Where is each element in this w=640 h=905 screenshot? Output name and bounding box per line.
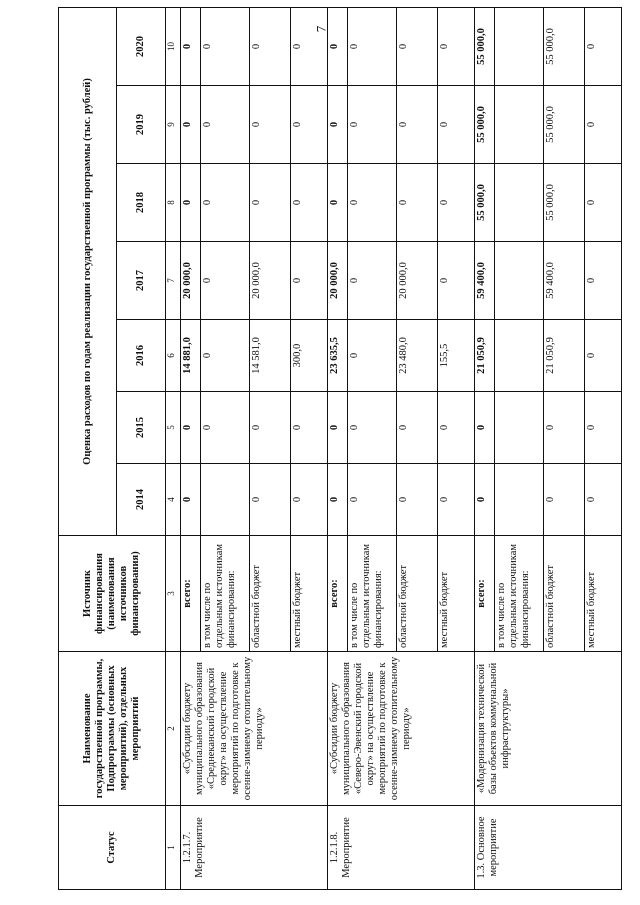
value-cell: 0 <box>327 86 348 164</box>
name-cell: «Субсидии бюджету муниципального образования «Северо-Эвенский городской округ» на осуществление мероприятий по подготовке к осенне-зимнему отопительному периоду» <box>327 652 474 806</box>
column-number: 3 <box>165 536 180 652</box>
source-cell: местный бюджет <box>438 536 474 652</box>
value-cell: 0 <box>585 7 622 85</box>
value-cell: 0 <box>249 164 290 242</box>
table-row <box>327 7 348 889</box>
source-cell: областной бюджет <box>249 536 290 652</box>
value-cell: 0 <box>348 464 397 536</box>
value-cell: 0 <box>180 164 201 242</box>
source-cell: всего: <box>327 536 348 652</box>
value-cell: 0 <box>585 320 622 392</box>
value-cell: 0 <box>180 392 201 464</box>
header-year: 2015 <box>117 392 166 464</box>
value-cell: 0 <box>291 242 327 320</box>
value-cell: 0 <box>438 464 474 536</box>
value-cell: 0 <box>397 86 438 164</box>
value-cell: 0 <box>585 464 622 536</box>
source-cell: областной бюджет <box>397 536 438 652</box>
value-cell: 0 <box>438 164 474 242</box>
column-number: 8 <box>165 164 180 242</box>
value-cell: 0 <box>291 7 327 85</box>
value-cell: 0 <box>327 392 348 464</box>
source-cell: всего: <box>180 536 201 652</box>
name-cell: «Модернизация технической базы объектов коммунальной инфраструктуры» <box>474 652 621 806</box>
column-number: 9 <box>165 86 180 164</box>
column-number: 4 <box>165 464 180 536</box>
column-number: 2 <box>165 652 180 806</box>
value-cell: 21 050,9 <box>474 320 495 392</box>
table-row <box>474 7 495 889</box>
value-cell: 0 <box>249 7 290 85</box>
value-cell: 0 <box>201 320 250 392</box>
value-cell: 0 <box>438 242 474 320</box>
value-cell: 0 <box>397 392 438 464</box>
value-cell: 0 <box>291 164 327 242</box>
source-cell: в том числе по отдельным источникам финансирования: <box>201 536 250 652</box>
table-row <box>180 7 201 889</box>
value-cell: 300,0 <box>291 320 327 392</box>
value-cell: 55 000,0 <box>474 86 495 164</box>
value-cell: 0 <box>348 242 397 320</box>
value-cell: 0 <box>348 392 397 464</box>
value-cell: 0 <box>327 464 348 536</box>
header-estimate: Оценка расходов по годам реализации государственной программы (тыс. рублей) <box>59 7 117 535</box>
value-cell: 23 635,5 <box>327 320 348 392</box>
value-cell: 0 <box>397 164 438 242</box>
value-cell <box>495 164 544 242</box>
header-source: Источник финансирования (наименования источников финансирования) <box>59 536 166 652</box>
column-number: 1 <box>165 806 180 890</box>
rotated-table-area <box>58 8 622 890</box>
value-cell: 23 480,0 <box>397 320 438 392</box>
value-cell: 0 <box>544 464 585 536</box>
status-cell: 1.2.1.7. Мероприятие <box>180 806 327 890</box>
value-cell: 0 <box>201 242 250 320</box>
value-cell: 0 <box>327 7 348 85</box>
value-cell: 0 <box>201 7 250 85</box>
source-cell: в том числе по отдельным источникам финансирования: <box>348 536 397 652</box>
value-cell: 0 <box>585 164 622 242</box>
value-cell: 20 000,0 <box>327 242 348 320</box>
value-cell: 0 <box>438 86 474 164</box>
value-cell: 0 <box>438 392 474 464</box>
value-cell: 0 <box>201 164 250 242</box>
value-cell <box>495 242 544 320</box>
value-cell: 0 <box>348 86 397 164</box>
value-cell <box>495 7 544 85</box>
source-cell: местный бюджет <box>585 536 622 652</box>
value-cell: 59 400,0 <box>474 242 495 320</box>
value-cell: 55 000,0 <box>474 7 495 85</box>
header-year: 2019 <box>117 86 166 164</box>
value-cell: 0 <box>544 392 585 464</box>
value-cell: 0 <box>291 392 327 464</box>
value-cell: 0 <box>585 242 622 320</box>
value-cell: 20 000,0 <box>397 242 438 320</box>
value-cell <box>201 464 250 536</box>
value-cell: 0 <box>585 86 622 164</box>
column-number: 10 <box>165 7 180 85</box>
value-cell: 0 <box>291 464 327 536</box>
source-cell: всего: <box>474 536 495 652</box>
value-cell: 0 <box>201 392 250 464</box>
value-cell: 55 000,0 <box>544 86 585 164</box>
value-cell <box>495 320 544 392</box>
value-cell: 21 050,9 <box>544 320 585 392</box>
header-year: 2014 <box>117 464 166 536</box>
page-number-text: 7 <box>313 25 328 33</box>
value-cell: 0 <box>348 7 397 85</box>
value-cell: 20 000,0 <box>249 242 290 320</box>
value-cell: 0 <box>249 86 290 164</box>
value-cell: 14 581,0 <box>249 320 290 392</box>
value-cell: 0 <box>180 7 201 85</box>
value-cell: 55 000,0 <box>544 7 585 85</box>
value-cell: 55 000,0 <box>474 164 495 242</box>
value-cell: 155,5 <box>438 320 474 392</box>
value-cell: 0 <box>327 164 348 242</box>
column-number: 6 <box>165 320 180 392</box>
header-name: Наименование государственной программы, Подпрограммы (основных мероприятий), отдельных мероприятий <box>59 652 166 806</box>
value-cell <box>495 464 544 536</box>
value-cell: 14 881,0 <box>180 320 201 392</box>
source-cell: местный бюджет <box>291 536 327 652</box>
financing-table <box>58 7 622 890</box>
value-cell: 0 <box>438 7 474 85</box>
name-cell: «Субсидии бюджету муниципального образования «Среднеканский городской округ» на осуществление мероприятий по подготовке к осенне-зимнему отопительному периоду» <box>180 652 327 806</box>
value-cell: 0 <box>180 464 201 536</box>
source-cell: в том числе по отдельным источникам финансирования: <box>495 536 544 652</box>
value-cell: 0 <box>201 86 250 164</box>
value-cell: 0 <box>397 464 438 536</box>
value-cell: 0 <box>249 392 290 464</box>
header-year: 2020 <box>117 7 166 85</box>
value-cell <box>495 392 544 464</box>
financing-table-container <box>58 8 622 890</box>
value-cell: 0 <box>474 392 495 464</box>
value-cell: 0 <box>291 86 327 164</box>
source-cell: областной бюджет <box>544 536 585 652</box>
value-cell: 0 <box>180 86 201 164</box>
value-cell: 20 000,0 <box>180 242 201 320</box>
value-cell: 55 000,0 <box>544 164 585 242</box>
value-cell: 0 <box>348 164 397 242</box>
value-cell: 0 <box>348 320 397 392</box>
value-cell: 0 <box>397 7 438 85</box>
value-cell: 0 <box>249 464 290 536</box>
column-number-row <box>165 7 180 889</box>
header-year: 2016 <box>117 320 166 392</box>
status-cell: 1.3. Основное мероприятие <box>474 806 621 890</box>
header-year: 2017 <box>117 242 166 320</box>
value-cell: 0 <box>474 464 495 536</box>
table-body <box>180 7 621 889</box>
value-cell <box>495 86 544 164</box>
status-cell: 1.2.1.8. Мероприятие <box>327 806 474 890</box>
value-cell: 59 400,0 <box>544 242 585 320</box>
column-number: 5 <box>165 392 180 464</box>
value-cell: 0 <box>585 392 622 464</box>
header-row-1 <box>59 7 117 889</box>
column-number: 7 <box>165 242 180 320</box>
header-year: 2018 <box>117 164 166 242</box>
header-status: Статус <box>59 806 166 890</box>
